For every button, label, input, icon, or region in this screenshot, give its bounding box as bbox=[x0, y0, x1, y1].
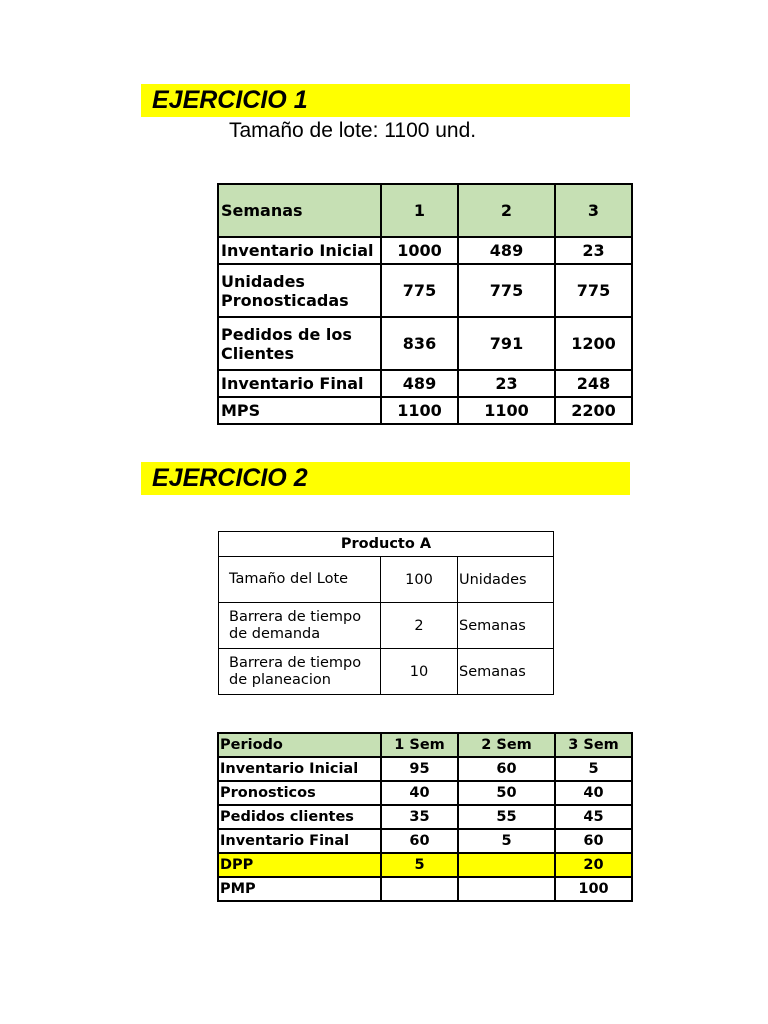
table-cell: 489 bbox=[381, 370, 458, 397]
table-row bbox=[219, 649, 554, 695]
table-cell: 5 bbox=[555, 757, 632, 781]
mps-table bbox=[217, 183, 633, 425]
table-header-row bbox=[218, 733, 632, 757]
table-cell: 791 bbox=[458, 317, 555, 370]
table-row bbox=[218, 317, 632, 370]
table-cell: 45 bbox=[555, 805, 632, 829]
table-cell: 40 bbox=[555, 781, 632, 805]
row-label: DPP bbox=[218, 853, 381, 877]
row-label: Pronosticos bbox=[218, 781, 381, 805]
table-cell: 60 bbox=[381, 829, 458, 853]
table-cell: 40 bbox=[381, 781, 458, 805]
row-label: Pedidos clientes bbox=[218, 805, 381, 829]
table-row bbox=[218, 757, 632, 781]
unit-cell: Semanas bbox=[458, 649, 554, 695]
table-cell: 1100 bbox=[458, 397, 555, 424]
table-row bbox=[219, 557, 554, 603]
header-cell: 2 Sem bbox=[458, 733, 555, 757]
ejercicio-1-title: EJERCICIO 1 bbox=[141, 84, 630, 117]
row-label: Inventario Inicial bbox=[218, 237, 381, 264]
producto-title-row bbox=[219, 532, 554, 557]
row-label: Barrera de tiempo de demanda bbox=[219, 603, 381, 649]
table-cell bbox=[458, 853, 555, 877]
row-label: PMP bbox=[218, 877, 381, 901]
row-label: Inventario Final bbox=[218, 370, 381, 397]
unit-cell: Unidades bbox=[458, 557, 554, 603]
table-row bbox=[218, 877, 632, 901]
table-row bbox=[218, 237, 632, 264]
table-cell: 20 bbox=[555, 853, 632, 877]
table-row-highlighted bbox=[218, 853, 632, 877]
table-cell: 5 bbox=[458, 829, 555, 853]
table-cell: 1000 bbox=[381, 237, 458, 264]
table-cell: 50 bbox=[458, 781, 555, 805]
table-cell: 60 bbox=[458, 757, 555, 781]
table-cell: 95 bbox=[381, 757, 458, 781]
row-label: MPS bbox=[218, 397, 381, 424]
ejercicio-2-title: EJERCICIO 2 bbox=[141, 462, 630, 495]
header-cell: 3 bbox=[555, 184, 632, 237]
periodos-table bbox=[217, 732, 633, 902]
table-cell: 2200 bbox=[555, 397, 632, 424]
table-cell: 1100 bbox=[381, 397, 458, 424]
row-label: Inventario Final bbox=[218, 829, 381, 853]
table-cell: 10 bbox=[381, 649, 458, 695]
table-row bbox=[218, 397, 632, 424]
header-cell: 2 bbox=[458, 184, 555, 237]
table-row bbox=[218, 370, 632, 397]
table-cell: 1200 bbox=[555, 317, 632, 370]
table-cell: 23 bbox=[458, 370, 555, 397]
table-row bbox=[218, 829, 632, 853]
table-cell: 100 bbox=[381, 557, 458, 603]
header-cell: Semanas bbox=[218, 184, 381, 237]
row-label: Unidades Pronosticadas bbox=[218, 264, 381, 317]
table-cell: 489 bbox=[458, 237, 555, 264]
table-cell: 775 bbox=[458, 264, 555, 317]
table-cell: 100 bbox=[555, 877, 632, 901]
table-row bbox=[218, 805, 632, 829]
unit-cell: Semanas bbox=[458, 603, 554, 649]
table-cell: 2 bbox=[381, 603, 458, 649]
header-cell: Periodo bbox=[218, 733, 381, 757]
producto-a-table bbox=[218, 531, 554, 695]
table-cell bbox=[458, 877, 555, 901]
header-cell: 1 bbox=[381, 184, 458, 237]
header-cell: 1 Sem bbox=[381, 733, 458, 757]
table-cell: 775 bbox=[381, 264, 458, 317]
table-cell: 55 bbox=[458, 805, 555, 829]
table-cell: 248 bbox=[555, 370, 632, 397]
row-label: Tamaño del Lote bbox=[219, 557, 381, 603]
row-label: Barrera de tiempo de planeacion bbox=[219, 649, 381, 695]
table-header-row bbox=[218, 184, 632, 237]
row-label: Pedidos de los Clientes bbox=[218, 317, 381, 370]
table-row bbox=[218, 264, 632, 317]
table-cell bbox=[381, 877, 458, 901]
row-label: Inventario Inicial bbox=[218, 757, 381, 781]
table-cell: 775 bbox=[555, 264, 632, 317]
table-row bbox=[219, 603, 554, 649]
lot-size-subtitle: Tamaño de lote: 1100 und. bbox=[229, 119, 477, 142]
table-cell: 836 bbox=[381, 317, 458, 370]
producto-title: Producto A bbox=[219, 532, 554, 557]
table-row bbox=[218, 781, 632, 805]
table-cell: 23 bbox=[555, 237, 632, 264]
table-cell: 35 bbox=[381, 805, 458, 829]
table-cell: 5 bbox=[381, 853, 458, 877]
header-cell: 3 Sem bbox=[555, 733, 632, 757]
table-cell: 60 bbox=[555, 829, 632, 853]
